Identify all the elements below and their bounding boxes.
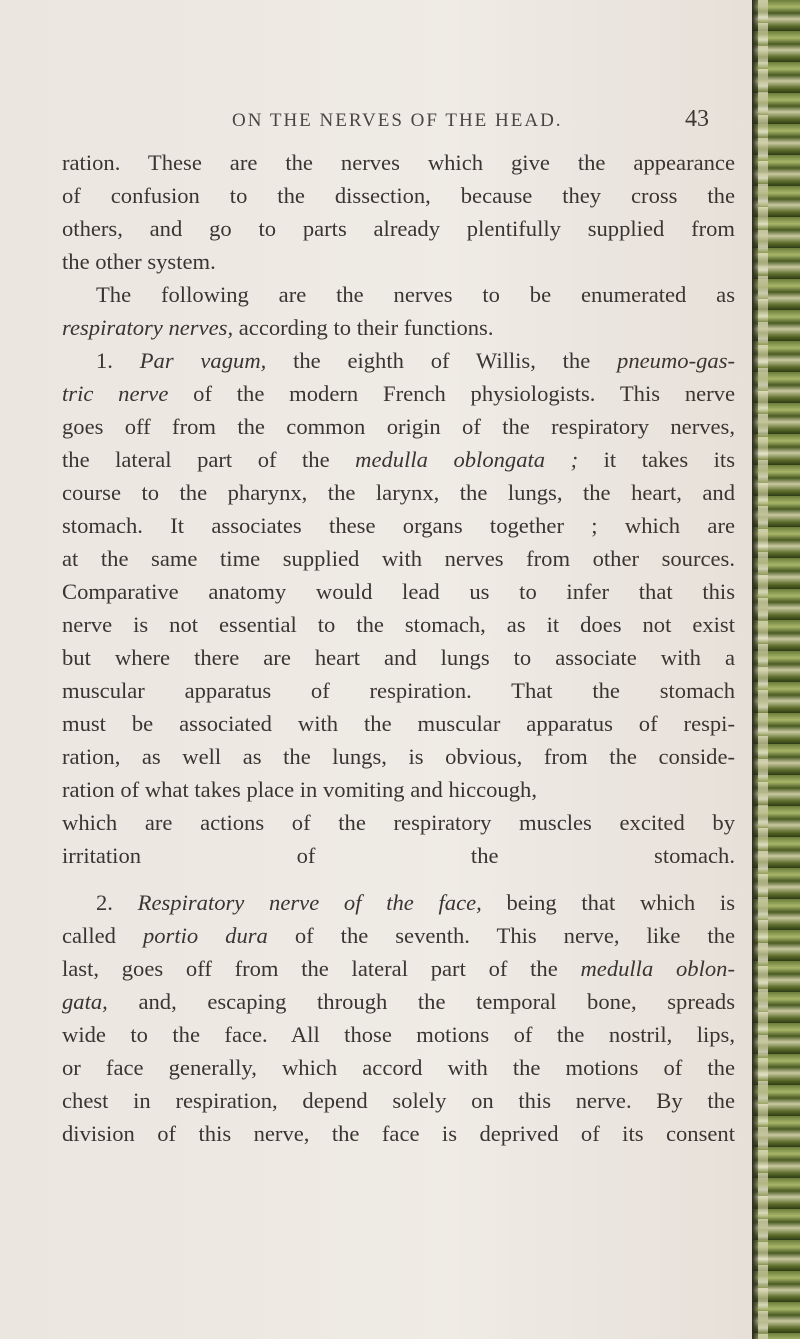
text-line xyxy=(62,1084,735,1117)
italic-term: Par vagum, xyxy=(139,348,267,373)
text-line xyxy=(62,952,735,985)
text-segment: called xyxy=(62,923,143,948)
text-line xyxy=(62,806,735,839)
text-segment: goes off from the common origin of the respiratory nerves, xyxy=(62,414,735,439)
text-line xyxy=(62,542,735,575)
text-segment: muscular apparatus of respiration. That the stomach xyxy=(62,678,735,703)
text-segment: course to the pharynx, the larynx, the lungs, the heart, and xyxy=(62,480,735,505)
text-segment: of confusion to the dissection, because they cross the xyxy=(62,183,735,208)
text-segment: ration of what takes place in vomiting and hiccough, xyxy=(62,777,537,802)
text-line xyxy=(62,410,735,443)
text-segment: nerve is not essential to the stomach, as it does not exist xyxy=(62,612,735,637)
text-line xyxy=(62,278,735,311)
book-edge xyxy=(752,0,800,1339)
text-segment: being that which is xyxy=(481,890,735,915)
text-line xyxy=(62,1018,735,1051)
running-head: ON THE NERVES OF THE HEAD. xyxy=(232,110,563,131)
text-line xyxy=(62,476,735,509)
text-segment: at the same time supplied with nerves from other sources. xyxy=(62,546,735,571)
italic-term: pneumo-gas- xyxy=(617,348,736,373)
italic-term: medulla oblon- xyxy=(580,956,735,981)
italic-term: tric nerve xyxy=(62,381,169,406)
text-segment: or face generally, which accord with the motions of the xyxy=(62,1055,735,1080)
text-segment: of the modern French physiologists. This nerve xyxy=(168,381,735,406)
text-segment: but where there are heart and lungs to associate with a xyxy=(62,645,735,670)
text-line xyxy=(62,146,735,179)
text-line xyxy=(62,773,735,806)
text-segment: stomach. It associates these organs together ; which are xyxy=(62,513,735,538)
text-line xyxy=(62,641,735,674)
text-line xyxy=(62,1051,735,1084)
text-line xyxy=(62,985,735,1018)
text-line xyxy=(62,245,735,278)
text-segment: ration. These are the nerves which give the appearance xyxy=(62,150,735,175)
text-line xyxy=(62,919,735,952)
text-segment: of the seventh. This nerve, like the xyxy=(267,923,735,948)
italic-term: portio dura xyxy=(142,923,268,948)
text-line xyxy=(62,212,735,245)
text-segment: wide to the face. All those motions of the nostril, lips, xyxy=(62,1022,735,1047)
text-segment: ration, as well as the lungs, is obvious, from the conside- xyxy=(62,744,735,769)
paragraph-gap xyxy=(62,872,735,886)
page-header xyxy=(0,106,752,140)
text-line xyxy=(62,377,735,410)
text-line xyxy=(62,179,735,212)
text-line xyxy=(62,740,735,773)
text-segment: must be associated with the muscular apparatus of respi- xyxy=(62,711,735,736)
text-segment: chest in respiration, depend solely on this nerve. By the xyxy=(62,1088,735,1113)
book-edge-band xyxy=(758,0,768,1339)
text-segment: according to their functions. xyxy=(233,315,494,340)
text-segment: division of this nerve, the face is deprived of its consent xyxy=(62,1121,735,1146)
text-line xyxy=(62,575,735,608)
italic-term: respiratory nerves, xyxy=(62,315,234,340)
text-segment: it takes its xyxy=(578,447,735,472)
text-segment: last, goes off from the lateral part of the xyxy=(62,956,581,981)
text-line xyxy=(62,839,735,872)
text-segment: 1. xyxy=(96,348,140,373)
text-segment: and, escaping through the temporal bone, spreads xyxy=(107,989,735,1014)
text-line xyxy=(62,311,735,344)
text-segment: which are actions of the respiratory muscles excited by xyxy=(62,810,735,835)
page-number: 43 xyxy=(685,106,709,132)
text-segment: the eighth of Willis, the xyxy=(266,348,618,373)
text-line xyxy=(62,707,735,740)
italic-term: gata, xyxy=(62,989,108,1014)
text-line xyxy=(62,674,735,707)
text-segment: the other system. xyxy=(62,249,216,274)
text-segment: The following are the nerves to be enumerated as xyxy=(96,282,735,307)
italic-term: Respiratory nerve of the face, xyxy=(137,890,482,915)
text-segment: the lateral part of the xyxy=(62,447,356,472)
text-line xyxy=(62,886,735,919)
text-line xyxy=(62,1117,735,1150)
body-text xyxy=(62,146,735,1150)
text-line xyxy=(62,509,735,542)
text-line xyxy=(62,608,735,641)
text-line xyxy=(62,344,735,377)
text-line xyxy=(62,443,735,476)
text-segment: 2. xyxy=(96,890,138,915)
italic-term: medulla oblongata ; xyxy=(355,447,579,472)
text-segment: Comparative anatomy would lead us to infer that this xyxy=(62,579,735,604)
text-segment: irritation of the stomach. xyxy=(62,843,735,868)
text-segment: others, and go to parts already plentifully supplied from xyxy=(62,216,735,241)
